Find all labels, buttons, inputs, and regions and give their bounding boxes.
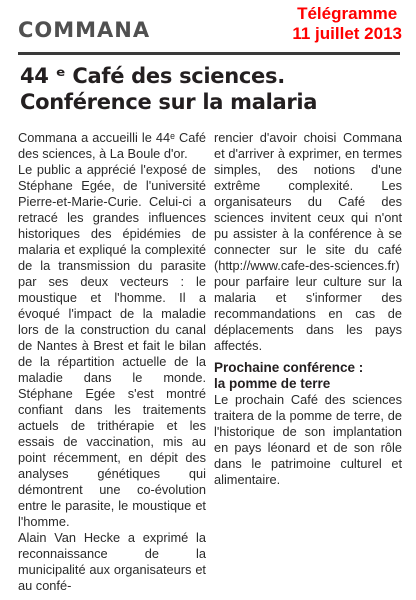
- subheading-line-1: Prochaine conférence :: [214, 360, 364, 375]
- headline-line-1: 44 ᵉ Café des sciences.: [20, 64, 285, 88]
- section-name: COMMANA: [18, 18, 151, 42]
- source-credit: [292, 4, 402, 44]
- article-subheading: [214, 360, 402, 392]
- article-column-right: [214, 130, 402, 488]
- headline-line-2: Conférence sur la malaria: [20, 90, 318, 114]
- header-rule: [18, 52, 400, 55]
- article-paragraph: Alain Van Hecke a exprimé la reconnaissance de la municipalité aux organisateurs et au confé-: [18, 530, 206, 593]
- page-header: [0, 0, 416, 56]
- article-paragraph: Commana a accueilli le 44ᵉ Café des sciences, à La Boule d'or.: [18, 130, 206, 161]
- article-headline: [20, 63, 400, 115]
- article-column-left: [18, 130, 206, 594]
- article-paragraph: Le public a apprécié l'exposé de Stéphane Egée, de l'université Pierre-et-Marie-Curie. Celui-ci a retracé les grandes influences historiques des épidémies de malaria et expliqué la complexité de la transmission du parasite par ses deux vecteurs : le moustique et l'homme. Il a évoqué l'impact de la maladie lors de la construction du canal de Nantes à Brest et fait le bilan de la répartition actuelle de la maladie dans le monde. Stéphane Egée s'est montré confiant dans les traitements actuels de trithérapie et les essais de vaccination, mis au point récemment, en dépit des analyses génétiques qui démontrent une co-évolution entre le parasite, le moustique et l'homme.: [18, 162, 206, 529]
- newspaper-name: Télégramme: [297, 4, 398, 23]
- subheading-line-2: la pomme de terre: [214, 376, 331, 391]
- article-paragraph: rencier d'avoir choisi Commana et d'arriver à exprimer, en termes simples, des notions d'une extrême complexité. Les organisateurs du Café des sciences invitent ceux qui n'ont pu assister à la conférence à se connecter sur le site du café (http://www.cafe-des-sciences.fr) pour parfaire leur culture sur la malaria et s'informer des recommandations en cas de déplacements dans les pays affectés.: [214, 130, 402, 353]
- article-paragraph: Le prochain Café des sciences traitera de la pomme de terre, de l'historique de son implantation en pays léonard et de son rôle dans le patrimoine culturel et alimentaire.: [214, 392, 402, 487]
- publication-date: 11 juillet 2013: [292, 24, 402, 43]
